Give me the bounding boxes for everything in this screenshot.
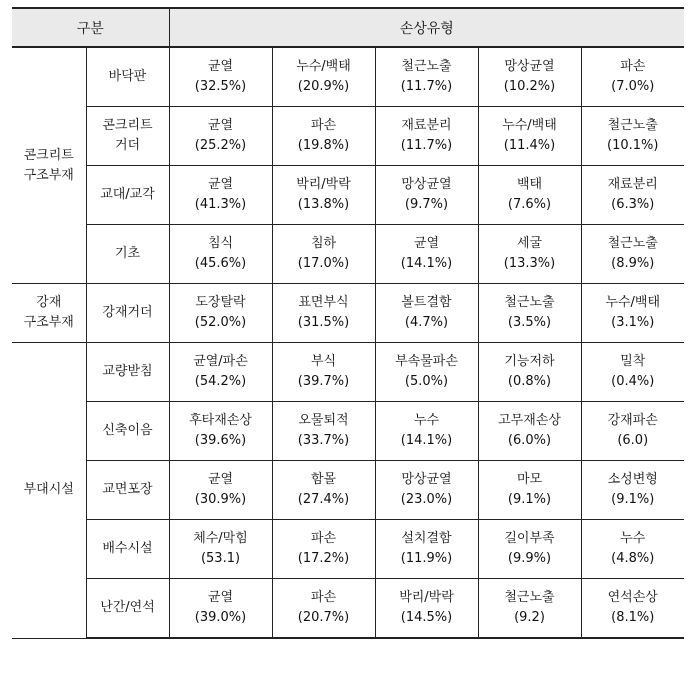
damage-cell: 철근노출 (9.2)	[478, 579, 581, 639]
damage-cell: 표면부식 (31.5%)	[272, 284, 375, 343]
table-row	[12, 47, 684, 107]
damage-cell: 연석손상 (8.1%)	[581, 579, 684, 639]
damage-cell: 균열 (41.3%)	[169, 166, 272, 225]
damage-cell: 함몰 (27.4%)	[272, 461, 375, 520]
damage-cell: 마모 (9.1%)	[478, 461, 581, 520]
table-row	[12, 343, 684, 402]
header-category: 구분	[12, 8, 169, 47]
sub-category-cell: 난간/연석	[86, 579, 169, 639]
sub-category-cell: 배수시설	[86, 520, 169, 579]
damage-cell: 세굴 (13.3%)	[478, 225, 581, 284]
damage-cell: 부속물파손 (5.0%)	[375, 343, 478, 402]
damage-cell: 철근노출 (11.7%)	[375, 47, 478, 107]
damage-cell: 파손 (7.0%)	[581, 47, 684, 107]
damage-cell: 볼트결함 (4.7%)	[375, 284, 478, 343]
damage-cell: 누수 (14.1%)	[375, 402, 478, 461]
damage-cell: 설치결함 (11.9%)	[375, 520, 478, 579]
damage-cell: 균열 (25.2%)	[169, 107, 272, 166]
damage-cell: 균열 (30.9%)	[169, 461, 272, 520]
damage-cell: 철근노출 (10.1%)	[581, 107, 684, 166]
table-row	[12, 461, 684, 520]
damage-cell: 누수 (4.8%)	[581, 520, 684, 579]
table-row	[12, 579, 684, 639]
damage-cell: 침하 (17.0%)	[272, 225, 375, 284]
sub-category-cell: 기초	[86, 225, 169, 284]
sub-category-cell: 교량받침	[86, 343, 169, 402]
damage-cell: 박리/박락 (14.5%)	[375, 579, 478, 639]
damage-cell: 고무재손상 (6.0%)	[478, 402, 581, 461]
damage-cell: 균열 (14.1%)	[375, 225, 478, 284]
sub-category-cell: 콘크리트 거더	[86, 107, 169, 166]
damage-cell: 부식 (39.7%)	[272, 343, 375, 402]
damage-cell: 밀착 (0.4%)	[581, 343, 684, 402]
damage-cell: 균열/파손 (54.2%)	[169, 343, 272, 402]
damage-cell: 파손 (20.7%)	[272, 579, 375, 639]
damage-cell: 균열 (39.0%)	[169, 579, 272, 639]
damage-cell: 오물퇴적 (33.7%)	[272, 402, 375, 461]
damage-cell: 후타재손상 (39.6%)	[169, 402, 272, 461]
sub-category-cell: 바닥판	[86, 47, 169, 107]
header-damage-type: 손상유형	[169, 8, 684, 47]
table-row	[12, 166, 684, 225]
damage-cell: 누수/백태 (20.9%)	[272, 47, 375, 107]
damage-type-table-container	[12, 7, 684, 639]
damage-type-table	[12, 7, 684, 639]
damage-cell: 파손 (17.2%)	[272, 520, 375, 579]
sub-category-cell: 신축이음	[86, 402, 169, 461]
damage-cell: 소성변형 (9.1%)	[581, 461, 684, 520]
group-cell	[12, 47, 86, 284]
damage-cell: 철근노출 (8.9%)	[581, 225, 684, 284]
damage-cell: 재료분리 (6.3%)	[581, 166, 684, 225]
damage-cell: 길이부족 (9.9%)	[478, 520, 581, 579]
sub-category-cell: 교대/교각	[86, 166, 169, 225]
damage-cell: 기능저하 (0.8%)	[478, 343, 581, 402]
damage-cell: 체수/막힘 (53.1)	[169, 520, 272, 579]
table-header-row	[12, 8, 684, 47]
table-row	[12, 284, 684, 343]
sub-category-cell: 강재거더	[86, 284, 169, 343]
damage-cell: 재료분리 (11.7%)	[375, 107, 478, 166]
group-cell: 부대시설	[12, 343, 86, 639]
table-row	[12, 402, 684, 461]
damage-cell: 박리/박락 (13.8%)	[272, 166, 375, 225]
group-cell: 강재 구조부재	[12, 284, 86, 343]
damage-cell: 균열 (32.5%)	[169, 47, 272, 107]
damage-cell: 망상균열 (23.0%)	[375, 461, 478, 520]
damage-cell: 침식 (45.6%)	[169, 225, 272, 284]
group-label-line: 콘크리트	[23, 147, 74, 163]
damage-cell: 망상균열 (9.7%)	[375, 166, 478, 225]
table-row	[12, 107, 684, 166]
damage-cell: 누수/백태 (11.4%)	[478, 107, 581, 166]
table-row	[12, 225, 684, 284]
table-row	[12, 520, 684, 579]
damage-cell: 파손 (19.8%)	[272, 107, 375, 166]
damage-cell: 도장탈락 (52.0%)	[169, 284, 272, 343]
damage-cell: 철근노출 (3.5%)	[478, 284, 581, 343]
damage-cell: 백태 (7.6%)	[478, 166, 581, 225]
damage-cell: 강재파손 (6.0)	[581, 402, 684, 461]
group-label-line: 구조부재	[23, 167, 74, 183]
damage-cell: 망상균열 (10.2%)	[478, 47, 581, 107]
damage-cell: 누수/백태 (3.1%)	[581, 284, 684, 343]
sub-category-cell: 교면포장	[86, 461, 169, 520]
